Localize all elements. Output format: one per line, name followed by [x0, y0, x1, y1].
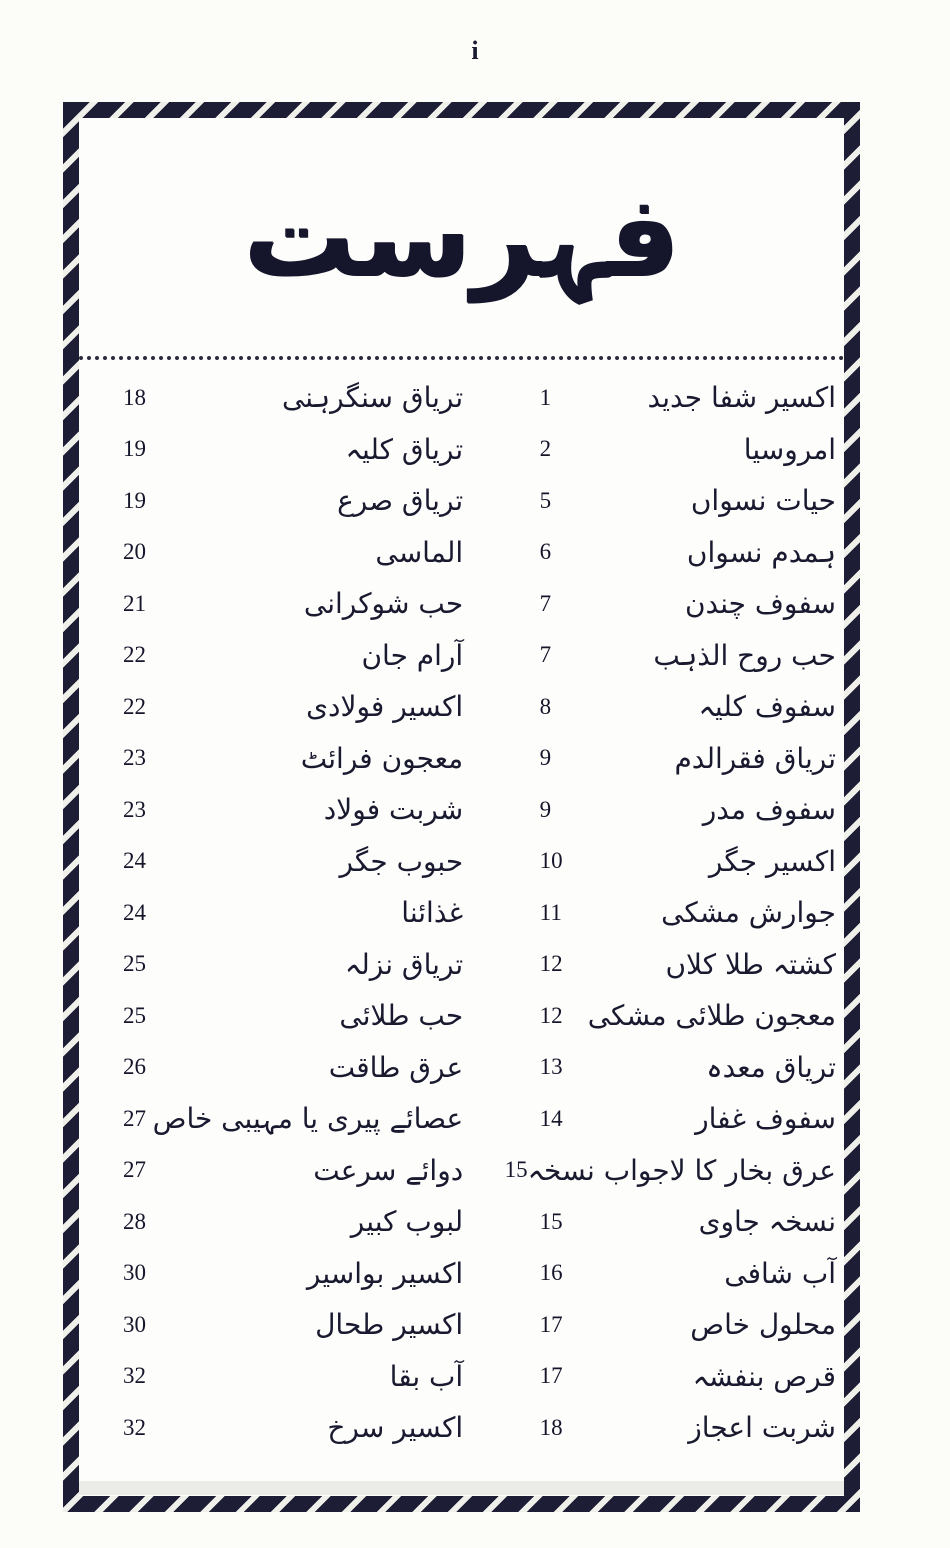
toc-entry-title: نسخہ جاوی — [698, 1205, 836, 1239]
toc-entry-title: لبوب کبیر — [350, 1205, 464, 1239]
toc-entry-page-number: 32 — [123, 1363, 146, 1389]
toc-entry — [522, 733, 836, 785]
toc-columns — [79, 360, 844, 1496]
toc-entry — [522, 424, 836, 476]
toc-entry-page-number: 15 — [504, 1157, 528, 1183]
toc-entry-title: شربت فولاد — [323, 793, 464, 827]
toc-entry — [105, 1042, 463, 1094]
toc-entry-title: امروسیا — [743, 432, 836, 466]
toc-entry-page-number: 22 — [123, 693, 146, 719]
toc-entry — [522, 372, 836, 424]
toc-entry-page-number: 10 — [539, 848, 563, 874]
toc-entry-title: سفوف غفار — [695, 1102, 836, 1136]
toc-entry-title: تریاق صرع — [337, 484, 464, 518]
toc-entry-page-number: 9 — [539, 796, 552, 822]
toc-entry-page-number: 5 — [539, 487, 552, 513]
toc-entry-title: معجون فرائٹ — [300, 741, 464, 775]
toc-entry-page-number: 16 — [539, 1260, 563, 1286]
toc-entry-page-number: 30 — [123, 1260, 146, 1286]
title-block — [79, 118, 844, 356]
toc-entry — [105, 836, 463, 888]
toc-entry-title: تریاق فقرالدم — [674, 741, 836, 775]
toc-entry — [522, 990, 836, 1042]
toc-entry-page-number: 1 — [539, 384, 552, 410]
toc-entry-page-number: 23 — [123, 745, 146, 771]
toc-entry-page-number: 25 — [123, 1002, 146, 1028]
toc-entry-title: قرص بنفشہ — [692, 1359, 836, 1393]
toc-entry-title: اکسیر فولادی — [306, 690, 464, 724]
toc-entry-title: عصائے پیری یا مہیبی خاص — [152, 1102, 464, 1136]
toc-entry — [522, 939, 836, 991]
toc-entry-page-number: 25 — [123, 951, 146, 977]
toc-entry-title: غذائنا — [401, 896, 464, 930]
toc-entry-page-number: 9 — [539, 745, 552, 771]
toc-entry-title: تریاق نزلہ — [344, 947, 464, 981]
toc-entry — [504, 1145, 836, 1197]
toc-entry-title: شربت اعجاز — [688, 1411, 836, 1445]
toc-entry-page-number: 18 — [539, 1414, 563, 1440]
toc-entry-page-number: 23 — [123, 796, 146, 822]
toc-entry — [105, 1299, 463, 1351]
toc-entry-title: حب طلائی — [339, 999, 464, 1033]
toc-entry — [105, 1402, 463, 1454]
toc-entry — [522, 836, 836, 888]
toc-entry — [522, 527, 836, 579]
toc-entry-title: الماسی — [375, 535, 464, 569]
toc-entry-title: سفوف کلیہ — [698, 690, 836, 724]
toc-entry-page-number: 19 — [123, 436, 146, 462]
toc-entry — [105, 372, 463, 424]
toc-entry-page-number: 21 — [123, 590, 146, 616]
toc-entry — [105, 578, 463, 630]
toc-entry-title: اکسیر سرخ — [327, 1411, 464, 1445]
toc-entry-title: معجون طلائی مشکی — [587, 999, 836, 1033]
toc-entry — [105, 1351, 463, 1403]
toc-entry-title: سفوف مدر — [702, 793, 836, 827]
toc-entry — [522, 1248, 836, 1300]
toc-entry — [522, 681, 836, 733]
toc-entry-title: آب شافی — [724, 1256, 836, 1290]
toc-entry-title: دوائے سرعت — [313, 1153, 464, 1187]
toc-column-left — [105, 372, 463, 1496]
toc-entry-page-number: 12 — [539, 1002, 563, 1028]
toc-entry — [105, 424, 463, 476]
toc-entry — [522, 1093, 836, 1145]
toc-entry-page-number: 17 — [539, 1363, 563, 1389]
toc-entry-page-number: 24 — [123, 848, 146, 874]
toc-entry-page-number: 6 — [539, 539, 552, 565]
decorative-striped-border — [63, 102, 860, 1512]
toc-entry-page-number: 32 — [123, 1414, 146, 1440]
toc-entry-page-number: 27 — [123, 1105, 146, 1131]
toc-entry — [105, 887, 463, 939]
toc-entry — [105, 939, 463, 991]
toc-entry — [522, 630, 836, 682]
toc-entry-title: اکسیر بواسیر — [306, 1256, 464, 1290]
toc-entry — [105, 990, 463, 1042]
toc-entry — [105, 681, 463, 733]
toc-column-right — [504, 372, 836, 1496]
toc-entry — [522, 475, 836, 527]
toc-entry — [105, 733, 463, 785]
toc-entry-page-number: 14 — [539, 1105, 563, 1131]
toc-entry-title: ہمدم نسواں — [686, 535, 836, 569]
toc-entry-page-number: 27 — [123, 1157, 146, 1183]
toc-entry-title: تریاق معدہ — [706, 1050, 836, 1084]
toc-entry — [522, 784, 836, 836]
toc-entry-page-number: 8 — [539, 693, 552, 719]
toc-entry — [105, 1248, 463, 1300]
toc-entry-page-number: 22 — [123, 642, 146, 668]
toc-entry — [105, 784, 463, 836]
toc-entry — [105, 527, 463, 579]
toc-entry — [522, 887, 836, 939]
toc-entry-title: آرام جان — [361, 638, 464, 672]
toc-title: فہرست — [242, 172, 681, 302]
toc-entry — [522, 1402, 836, 1454]
toc-entry-title: کشتہ طلا کلاں — [665, 947, 836, 981]
toc-entry-title: اکسیر جگر — [708, 844, 836, 878]
toc-entry — [522, 578, 836, 630]
toc-entry-title: عرق طاقت — [328, 1050, 464, 1084]
page-number-roman: i — [471, 36, 479, 65]
toc-entry-page-number: 7 — [539, 642, 552, 668]
toc-entry — [522, 1299, 836, 1351]
toc-entry-page-number: 12 — [539, 951, 563, 977]
toc-entry-title: اکسیر طحال — [315, 1308, 464, 1342]
toc-entry — [105, 1145, 463, 1197]
toc-entry-page-number: 28 — [123, 1208, 146, 1234]
toc-entry — [522, 1351, 836, 1403]
toc-entry-page-number: 13 — [539, 1054, 563, 1080]
scan-shadow-artifact — [79, 1481, 844, 1495]
toc-entry-title: حب شوکرانی — [303, 587, 464, 621]
toc-entry-title: محلول خاص — [690, 1308, 836, 1342]
toc-entry-title: اکسیر شفا جدید — [647, 381, 836, 415]
toc-entry-page-number: 20 — [123, 539, 146, 565]
toc-entry-page-number: 11 — [539, 899, 562, 925]
toc-entry-title: حبوب جگر — [339, 844, 464, 878]
toc-entry-page-number: 19 — [123, 487, 146, 513]
page-inner-area — [79, 118, 844, 1496]
toc-entry-page-number: 2 — [539, 436, 552, 462]
toc-entry-page-number: 30 — [123, 1311, 146, 1337]
toc-entry — [522, 1196, 836, 1248]
toc-entry-title: آب بقا — [389, 1359, 464, 1393]
toc-entry-title: تریاق کلیہ — [345, 432, 464, 466]
toc-entry-title: جوارش مشکی — [661, 896, 836, 930]
toc-entry-page-number: 18 — [123, 384, 146, 410]
toc-entry — [522, 1042, 836, 1094]
toc-entry — [105, 630, 463, 682]
toc-entry-title: حب روح الذہب — [653, 638, 836, 672]
toc-entry — [105, 1196, 463, 1248]
toc-entry-title: تریاق سنگرہنی — [281, 381, 464, 415]
toc-entry-page-number: 15 — [539, 1208, 563, 1234]
toc-entry-page-number: 24 — [123, 899, 146, 925]
toc-entry-page-number: 7 — [539, 590, 552, 616]
toc-entry-title: حیات نسواں — [690, 484, 836, 518]
toc-entry-title: سفوف چندن — [684, 587, 836, 621]
toc-entry-page-number: 26 — [123, 1054, 146, 1080]
toc-entry-page-number: 17 — [539, 1311, 563, 1337]
toc-entry — [105, 475, 463, 527]
toc-entry-title: عرق بخار کا لاجواب نسخہ — [527, 1153, 836, 1187]
toc-entry — [105, 1093, 463, 1145]
